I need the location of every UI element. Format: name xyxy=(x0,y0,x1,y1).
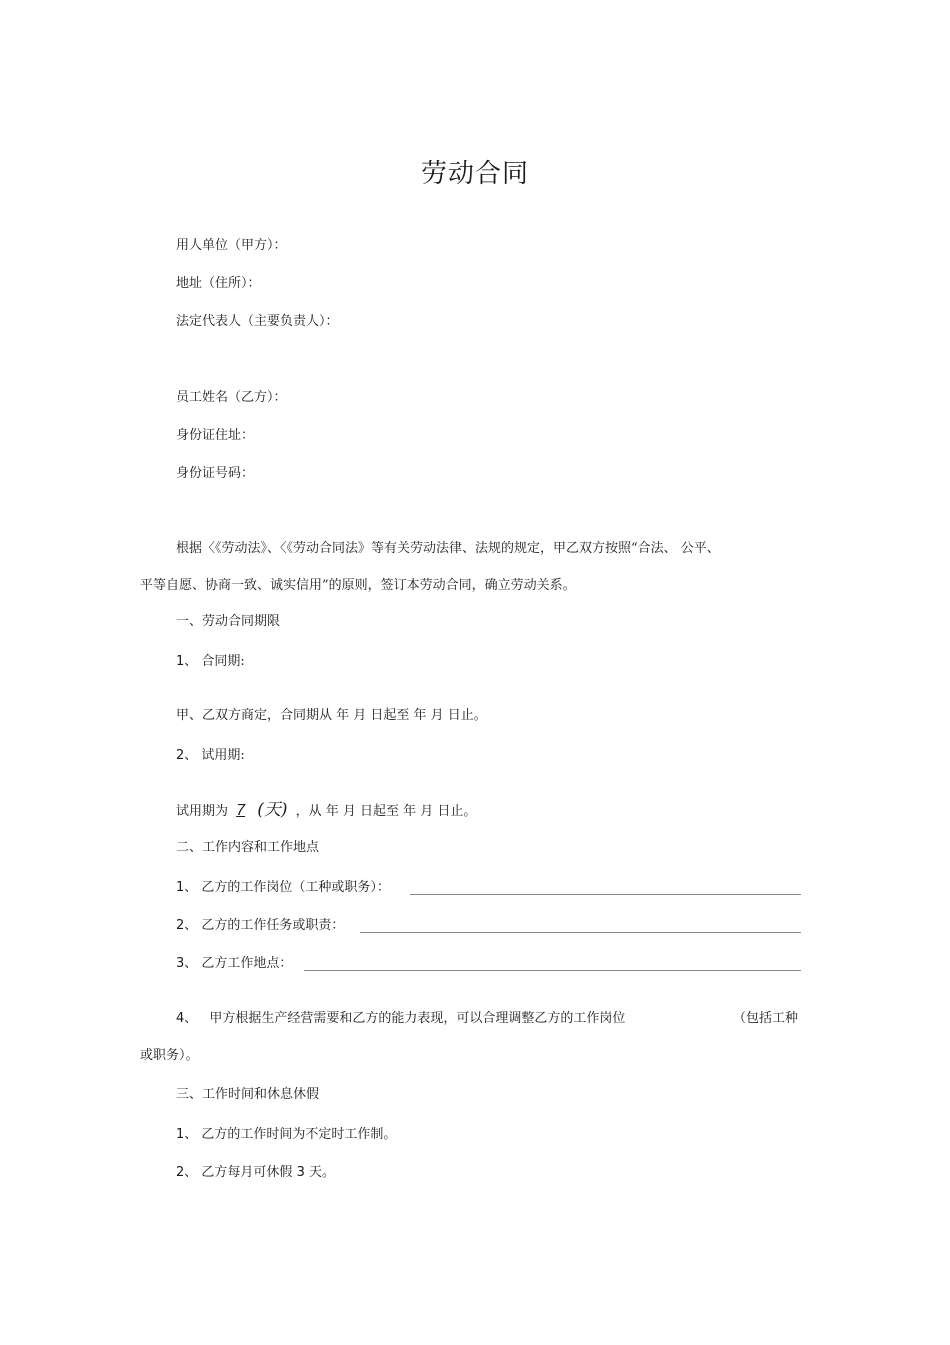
section-3-item-2 xyxy=(176,1165,335,1181)
section-1-item-2 xyxy=(176,748,245,764)
section-3-heading: 三、工作时间和休息休假 xyxy=(176,1087,320,1102)
id-address-field-label: 身份证住址： xyxy=(176,428,255,443)
employee-name-field-label: 员工姓名（乙方）： xyxy=(176,390,287,405)
id-number-field-label: 身份证号码： xyxy=(176,466,255,481)
probation-value: 7 xyxy=(236,802,246,819)
contract-term-text: 甲、乙双方商定，合同期从 年 月 日起至 年 月 日止。 xyxy=(176,708,487,723)
work-location-blank xyxy=(304,970,801,971)
item-text: 乙方每月可休假 xyxy=(201,1165,293,1180)
leave-days-value: 3 xyxy=(296,1165,305,1180)
probation-suffix: ，从 年 月 日起至 年 月 日止。 xyxy=(295,804,477,819)
section-2-item-4-tail: （包括工种 xyxy=(733,1011,799,1026)
item-number: 2、 xyxy=(176,1165,198,1180)
section-2-item-4-line-2: 或职务）。 xyxy=(140,1048,199,1063)
item-text: 乙方工作地点： xyxy=(201,956,293,971)
section-3-item-1 xyxy=(176,1127,396,1143)
item-number: 2、 xyxy=(176,748,198,763)
legal-rep-field-label: 法定代表人（主要负责人）： xyxy=(176,314,339,329)
item-label: 试用期: xyxy=(201,748,245,763)
item-number: 4、 xyxy=(176,1011,198,1026)
item-number: 3、 xyxy=(176,956,198,971)
page-title: 劳动合同 xyxy=(420,159,529,189)
item-number: 1、 xyxy=(176,654,198,669)
employer-field-label: 用人单位（甲方）： xyxy=(176,238,287,253)
preamble-line-1: 根据〈《劳动法》、〈《劳动合同法》等有关劳动法律、法规的规定，甲乙双方按照“合法、 公平、 xyxy=(176,541,720,556)
probation-term-text xyxy=(176,801,476,821)
section-2-item-4 xyxy=(176,1011,625,1027)
section-1-heading: 一、劳动合同期限 xyxy=(176,614,281,629)
probation-prefix: 试用期为 xyxy=(176,804,229,819)
item-text: 乙方的工作时间为不定时工作制。 xyxy=(201,1127,397,1142)
item-number: 2、 xyxy=(176,918,198,933)
address-field-label: 地址（住所）： xyxy=(176,276,261,291)
item-text: 乙方的工作岗位（工种或职务）： xyxy=(201,880,390,895)
item-number: 1、 xyxy=(176,1127,198,1142)
preamble-line-2: 平等自愿、协商一致、诚实信用”的原则，签订本劳动合同，确立劳动关系。 xyxy=(140,578,576,593)
item-label: 合同期: xyxy=(201,654,245,669)
probation-unit: (天) xyxy=(257,800,288,820)
item-text: 甲方根据生产经营需要和乙方的能力表现，可以合理调整乙方的工作岗位 xyxy=(209,1011,626,1026)
section-1-item-1 xyxy=(176,654,245,670)
item-number: 1、 xyxy=(176,880,198,895)
section-2-heading: 二、工作内容和工作地点 xyxy=(176,840,320,855)
item-text: 乙方的工作任务或职责： xyxy=(201,918,345,933)
job-position-blank xyxy=(410,894,801,895)
job-duties-blank xyxy=(360,932,801,933)
section-2-item-2 xyxy=(176,918,344,934)
section-2-item-1 xyxy=(176,880,390,896)
leave-days-unit: 天。 xyxy=(309,1165,336,1180)
section-2-item-3 xyxy=(176,956,292,972)
